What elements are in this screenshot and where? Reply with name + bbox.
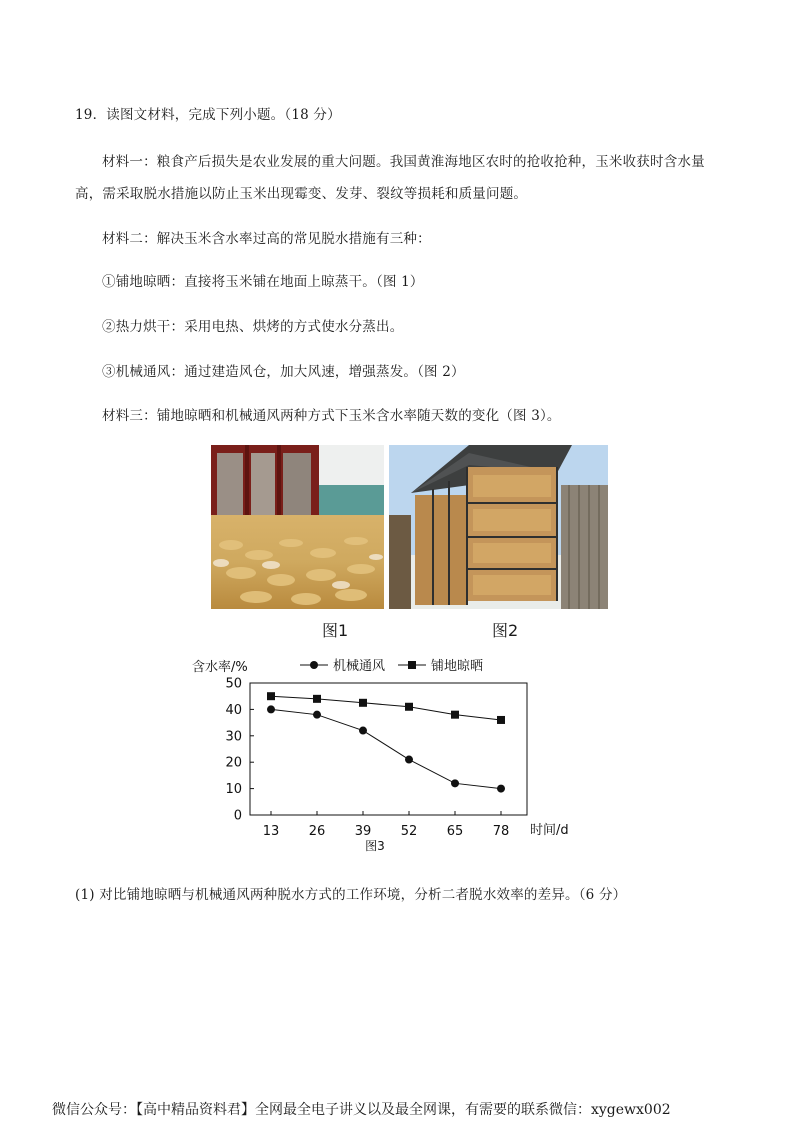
chart-xlabel: 时间/d	[530, 823, 569, 838]
data-point-circle	[267, 705, 275, 713]
material-1-line-1: 材料一：粮食产后损失是农业发展的重大问题。我国黄淮海地区农时的抢收抢种，玉米收获时含水量	[102, 154, 705, 170]
material-3: 材料三：铺地晾晒和机械通风两种方式下玉米含水率随天数的变化（图 3）。	[102, 408, 561, 424]
footer-note: 微信公众号：【高中精品资料君】全网最全电子讲义以及最全网课，有需要的联系微信：xygewx002	[52, 1102, 671, 1118]
chart-legend	[300, 658, 483, 674]
figure-2-photo	[389, 445, 608, 609]
legend-marker-square	[408, 661, 416, 669]
series-layer	[267, 692, 505, 792]
material-2-item-2: ②热力烘干：采用电热、烘烤的方式使水分蒸出。	[102, 319, 404, 335]
x-tick-label: 13	[262, 824, 280, 839]
legend-label: 铺地晾晒	[431, 659, 484, 674]
y-tick-label: 20	[225, 755, 242, 771]
series-line-square	[271, 696, 501, 720]
material-2-intro: 材料二：解决玉米含水率过高的常见脱水措施有三种：	[102, 231, 431, 247]
series-line-circle	[271, 709, 501, 788]
data-point-square	[497, 716, 505, 724]
x-tick-label: 26	[308, 824, 326, 839]
legend-marker-circle	[310, 661, 318, 669]
chart-ylabel: 含水率/%	[192, 660, 248, 675]
data-point-circle	[451, 779, 459, 787]
material-2-item-3: ③机械通风：通过建造风仓，加大风速，增强蒸发。（图 2）	[102, 364, 465, 380]
data-point-square	[405, 703, 413, 711]
figure-1-caption: 图1	[322, 621, 349, 640]
figure-2-caption: 图2	[492, 621, 519, 640]
question-header: 19．读图文材料，完成下列小题。（18 分）	[75, 107, 341, 123]
plot-frame	[250, 683, 527, 815]
y-tick-label: 0	[233, 808, 242, 824]
data-point-square	[359, 699, 367, 707]
material-1-line-2: 高，需采取脱水措施以防止玉米出现霉变、发芽、裂纹等损耗和质量问题。	[75, 186, 528, 202]
sub-question-1: (1) 对比铺地晾晒与机械通风两种脱水方式的工作环境，分析二者脱水效率的差异。（6 分）	[75, 887, 627, 903]
material-2-item-1: ①铺地晾晒：直接将玉米铺在地面上晾蒸干。（图 1）	[102, 274, 424, 290]
data-point-square	[451, 711, 459, 719]
data-point-square	[313, 695, 321, 703]
x-tick-label: 78	[492, 824, 510, 839]
data-point-circle	[405, 756, 413, 764]
y-tick-label: 50	[225, 676, 242, 692]
data-point-square	[267, 692, 275, 700]
legend-label: 机械通风	[333, 659, 386, 674]
x-tick-label: 65	[446, 824, 464, 839]
chart-title: 图3	[365, 839, 385, 853]
x-tick-label: 52	[400, 824, 418, 839]
data-point-circle	[359, 727, 367, 735]
data-point-circle	[497, 785, 505, 793]
y-tick-label: 10	[225, 782, 242, 798]
y-tick-label: 30	[225, 729, 242, 745]
y-tick-label: 40	[225, 702, 242, 718]
figure-1-photo	[211, 445, 384, 609]
data-point-circle	[313, 711, 321, 719]
x-tick-label: 39	[354, 824, 372, 839]
moisture-line-chart	[180, 648, 569, 858]
